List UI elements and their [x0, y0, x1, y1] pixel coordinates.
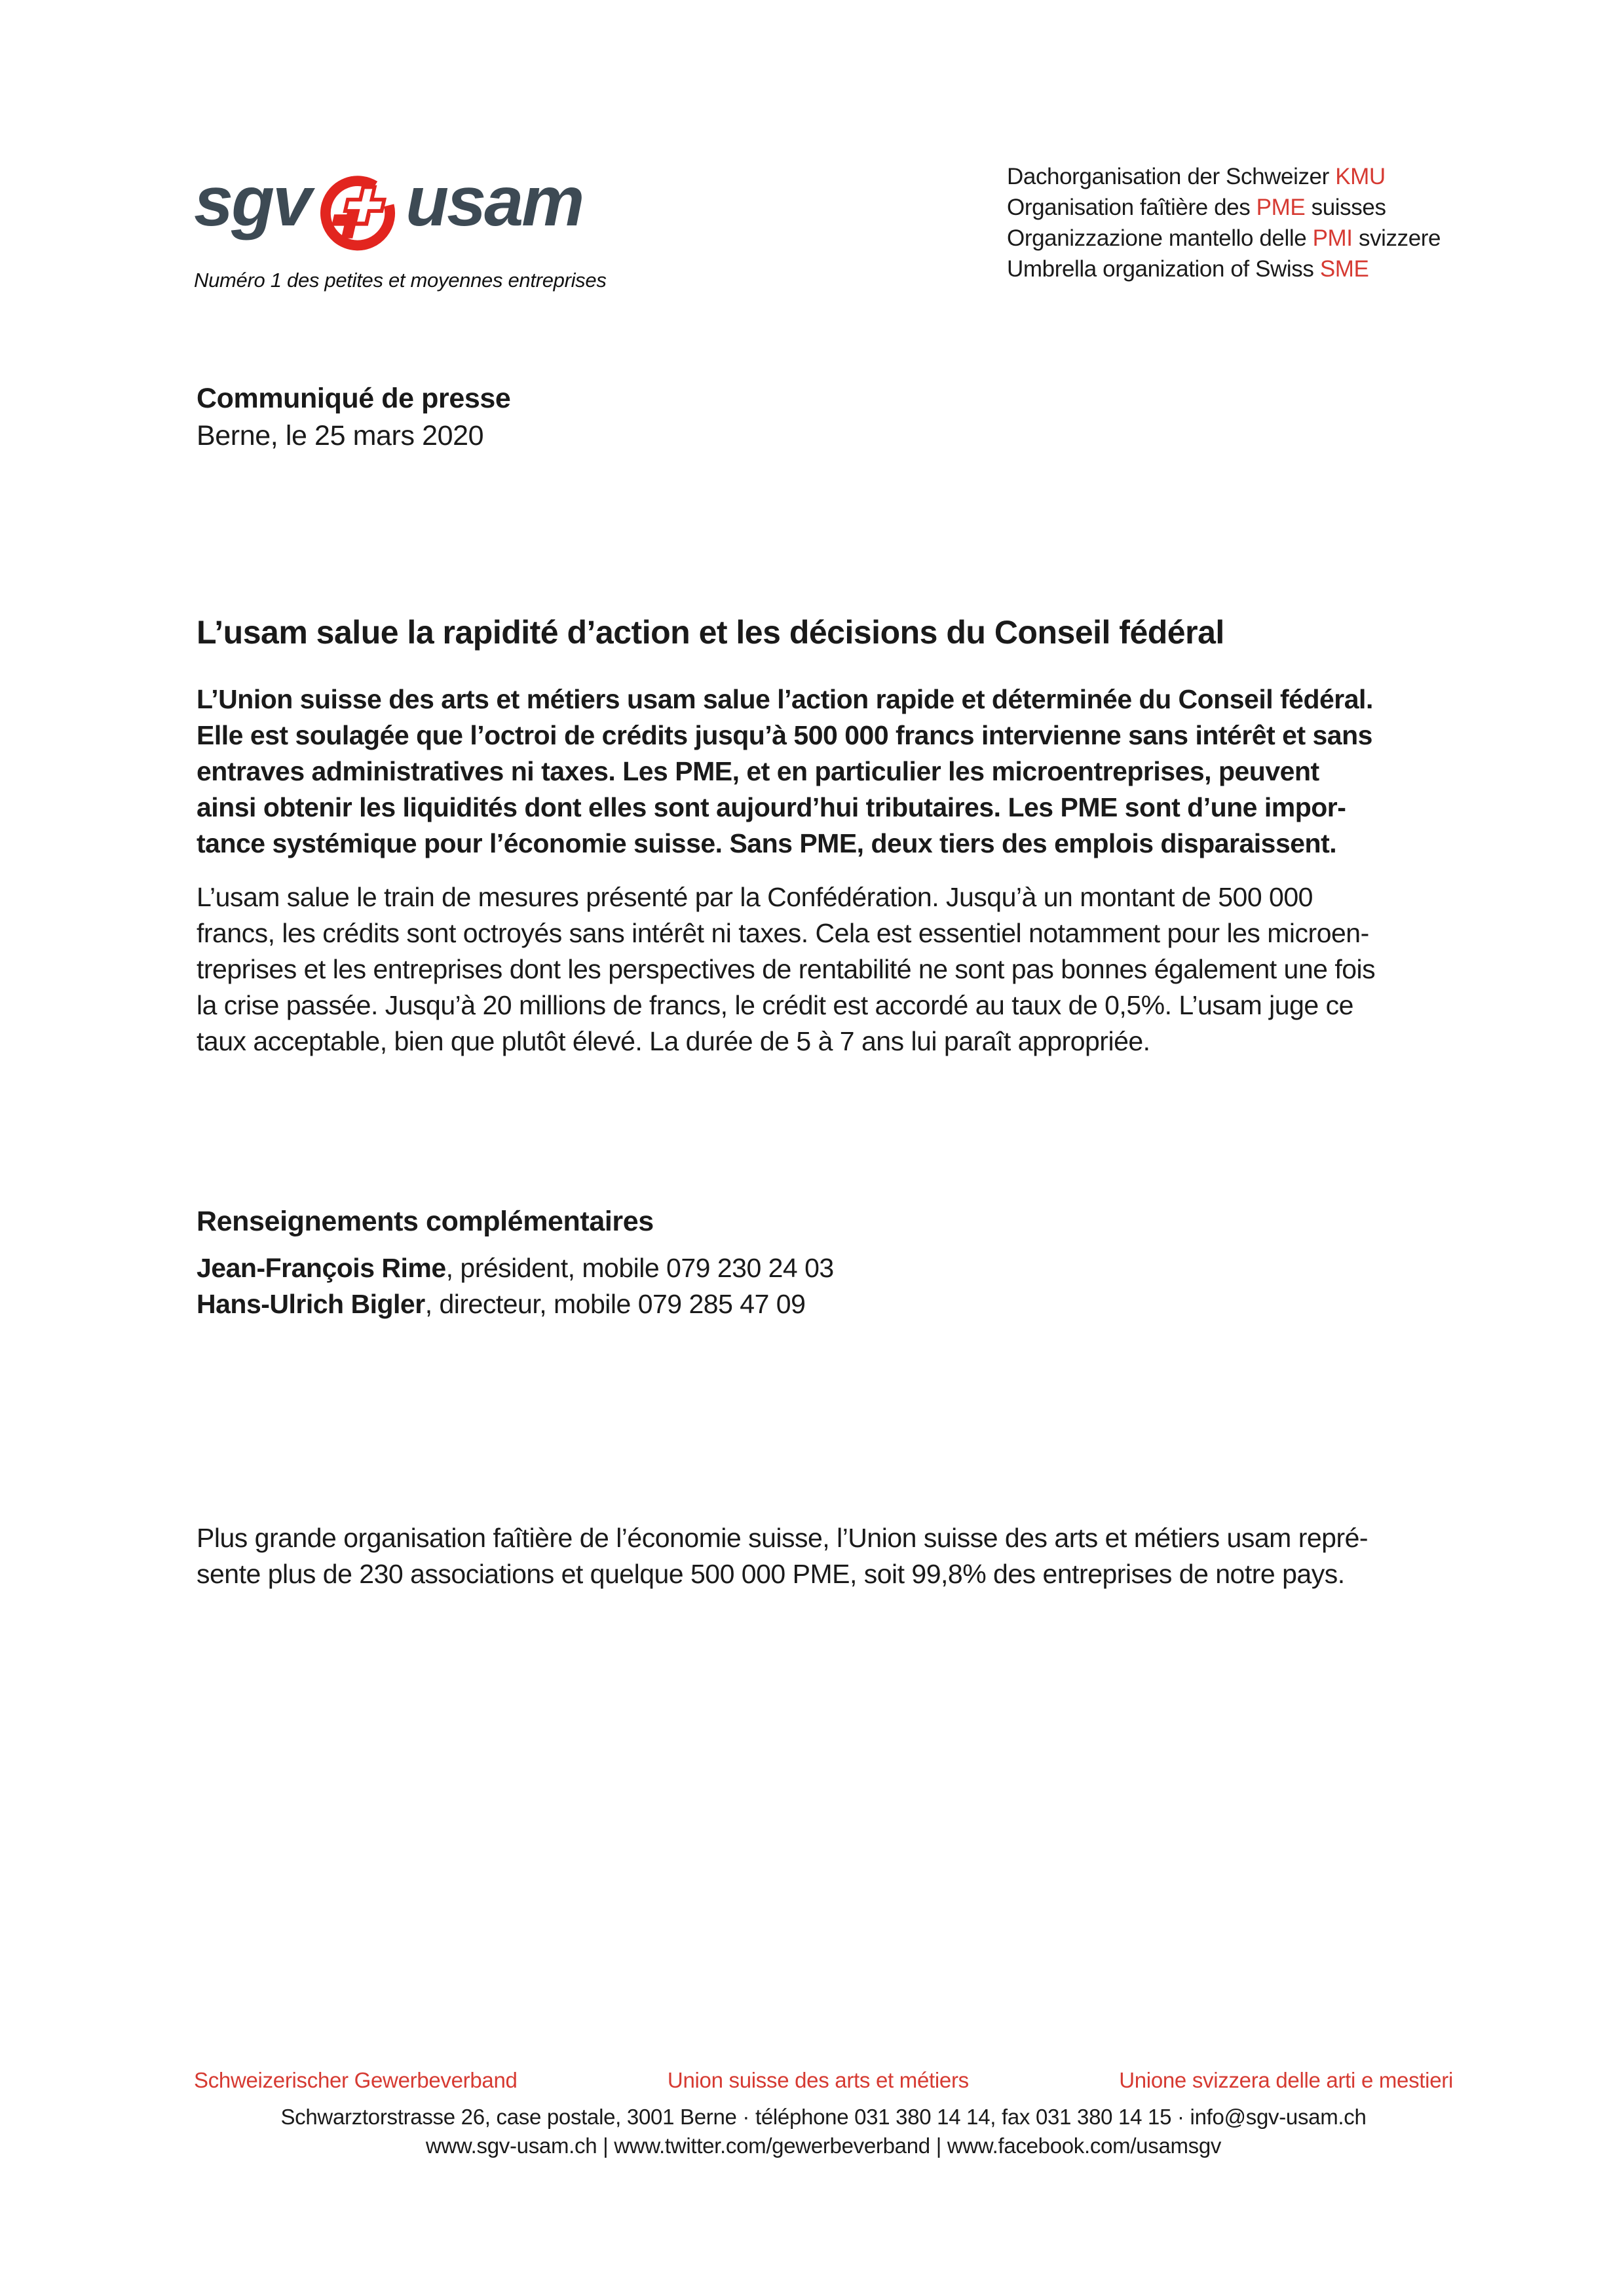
org-line-de-abbr: KMU [1335, 164, 1386, 189]
lead-line: ainsi obtenir les liquidités dont elles sont aujourd’hui tributaires. Les PME sont d’une impor- [197, 792, 1346, 822]
org-line-fr [1007, 192, 1441, 223]
press-head [197, 380, 510, 455]
contact-director [197, 1286, 834, 1322]
contact-president-name: Jean-François Rime [197, 1253, 446, 1283]
closing-line: Plus grande organisation faîtière de l’économie suisse, l’Union suisse des arts et métiers usam repré- [197, 1523, 1369, 1553]
body-line: taux acceptable, bien que plutôt élevé. La durée de 5 à 7 ans lui paraît appropriée. [197, 1026, 1150, 1056]
body-line: treprises et les entreprises dont les perspectives de rentabilité ne sont pas bonnes également une fois [197, 954, 1376, 984]
contact-info-heading: Renseignements complémentaires [197, 1206, 654, 1237]
contact-director-details: , directeur, mobile 079 285 47 09 [425, 1289, 806, 1319]
org-line-it-suffix: svizzere [1352, 225, 1441, 251]
lead-paragraph [197, 681, 1373, 862]
org-line-fr-text: Organisation faîtière des [1007, 195, 1256, 220]
footer-organization-names [194, 2068, 1453, 2093]
closing-line: sente plus de 230 associations et quelque 500 000 PME, soit 99,8% des entreprises de notre pays. [197, 1559, 1345, 1589]
footer-address: Schwarztorstrasse 26, case postale, 3001 Berne · téléphone 031 380 14 14, fax 031 380 14 15 · info@sgv-usam.ch [280, 2105, 1367, 2129]
footer-org-de: Schweizerischer Gewerbeverband [194, 2068, 518, 2092]
dateline: Berne, le 25 mars 2020 [197, 420, 484, 451]
org-line-en-text: Umbrella organization of Swiss [1007, 256, 1320, 282]
org-line-fr-abbr: PME [1256, 195, 1306, 220]
org-line-en [1007, 254, 1441, 284]
closing-paragraph [197, 1520, 1368, 1592]
body-paragraph [197, 879, 1375, 1060]
lead-line: L’Union suisse des arts et métiers usam salue l’action rapide et déterminée du Conseil fédéral. [197, 684, 1373, 714]
body-line: francs, les crédits sont octroyés sans intérêt ni taxes. Cela est essentiel notamment pour les microen- [197, 918, 1369, 948]
logo-tagline: Numéro 1 des petites et moyennes entreprises [194, 269, 607, 292]
logo-text-usam: usam [406, 161, 583, 240]
body-line: la crise passée. Jusqu’à 20 millions de francs, le crédit est accordé au taux de 0,5%. L’usam juge ce [197, 990, 1353, 1020]
body-line: L’usam salue le train de mesures présenté par la Confédération. Jusqu’à un montant de 500 000 [197, 882, 1313, 912]
footer-org-fr: Union suisse des arts et métiers [667, 2068, 969, 2092]
org-line-de [1007, 161, 1441, 192]
org-line-it-abbr: PMI [1312, 225, 1353, 251]
logo [194, 163, 607, 292]
logo-text-sgv: sgv [194, 161, 311, 240]
org-line-en-abbr: SME [1319, 256, 1369, 282]
org-descriptions [1007, 161, 1441, 284]
lead-line: Elle est soulagée que l’octroi de crédits jusqu’à 500 000 francs intervienne sans intérêt et sans [197, 720, 1372, 750]
contact-president [197, 1250, 834, 1286]
lead-line: entraves administratives ni taxes. Les PME, et en particulier les microentreprises, peuvent [197, 756, 1319, 786]
lead-line: tance systémique pour l’économie suisse. Sans PME, deux tiers des emplois disparaissent. [197, 828, 1337, 858]
contact-president-details: , président, mobile 079 230 24 03 [445, 1253, 834, 1283]
org-line-de-text: Dachorganisation der Schweizer [1007, 164, 1336, 189]
footer-org-it: Unione svizzera delle arti e mestieri [1119, 2068, 1453, 2092]
contact-director-name: Hans-Ulrich Bigler [197, 1289, 425, 1319]
swiss-cross-ring-icon [316, 164, 399, 261]
org-line-it-text: Organizzazione mantello delle [1007, 225, 1313, 251]
footer-links: www.sgv-usam.ch | www.twitter.com/gewerbeverband | www.facebook.com/usamsgv [425, 2133, 1222, 2158]
org-line-fr-suffix: suisses [1305, 195, 1386, 220]
logo-row [194, 163, 607, 259]
press-release-label: Communiqué de presse [197, 383, 511, 414]
article-title: L’usam salue la rapidité d’action et les décisions du Conseil fédéral [197, 614, 1224, 651]
contact-list [197, 1250, 834, 1322]
org-line-it [1007, 223, 1441, 254]
